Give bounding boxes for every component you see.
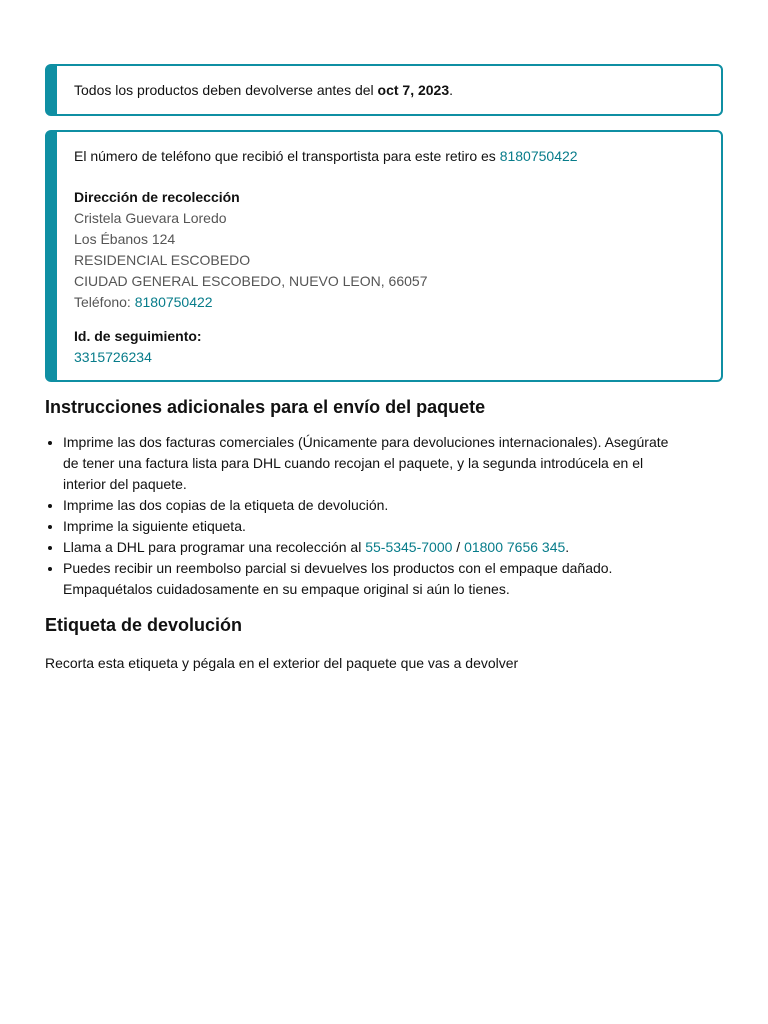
deadline-notice [45,64,723,116]
instruction-text: Imprime las dos copias de la etiqueta de devolución. [63,497,389,513]
deadline-text: Todos los productos deben devolverse antes del [74,81,378,98]
return-label-note: Recorta esta etiqueta y pégala en el exterior del paquete que vas a devolver [45,655,519,671]
address-line-city: CIUDAD GENERAL ESCOBEDO, NUEVO LEON, 66057 [74,273,428,289]
deadline-suffix: . [449,81,454,98]
list-item [63,495,723,516]
address-line-street: Los Ébanos 124 [74,231,176,247]
instruction-text: Imprime las dos facturas comerciales (Únicamente para devoluciones internacionales). Asegúrate [63,434,669,450]
phone-separator: / [452,539,465,555]
carrier-phone-line [74,146,705,167]
carrier-phone-link[interactable]: 8180750422 [499,148,578,164]
deadline-text-line [74,80,453,101]
instructions-heading: Instrucciones adicionales para el envío del paquete [45,397,486,417]
return-instructions-page [45,64,723,674]
return-label-heading: Etiqueta de devolución [45,615,243,635]
list-item [63,558,723,600]
pickup-address-label: Dirección de recolección [74,189,240,205]
list-item [63,537,723,558]
address-phone-label: Teléfono: [74,294,135,310]
instruction-suffix: . [565,539,570,555]
dhl-phone-link-2[interactable]: 01800 7656 345 [464,539,566,555]
instruction-text: interior del paquete. [63,476,187,492]
tracking-id-link[interactable]: 3315726234 [74,349,152,365]
address-phone-line [74,292,705,313]
instruction-text: de tener una factura lista para DHL cuando recojan el paquete, y la segunda introdúcela en el [63,455,644,471]
address-phone-link[interactable]: 8180750422 [134,294,213,310]
list-item [63,516,723,537]
list-item [63,432,723,495]
instruction-text: Puedes recibir un reembolso parcial si devuelves los productos con el empaque dañado. [63,560,613,576]
dhl-phone-link-1[interactable]: 55-5345-7000 [365,539,453,555]
address-line-neighborhood: RESIDENCIAL ESCOBEDO [74,252,251,268]
tracking-label: Id. de seguimiento: [74,328,202,344]
spacer [74,167,705,187]
pickup-details-card [45,130,723,382]
instruction-text: Imprime la siguiente etiqueta. [63,518,246,534]
spacer [74,313,705,326]
tracking-id-line [74,347,705,368]
instruction-text: Empaquétalos cuidadosamente en su empaque original si aún lo tienes. [63,581,510,597]
instruction-text: Llama a DHL para programar una recolección al [63,539,366,555]
deadline-date: oct 7, 2023 [377,81,450,98]
carrier-phone-text: El número de teléfono que recibió el transportista para este retiro es [74,148,500,164]
address-line-name: Cristela Guevara Loredo [74,210,227,226]
instructions-list [45,432,723,600]
